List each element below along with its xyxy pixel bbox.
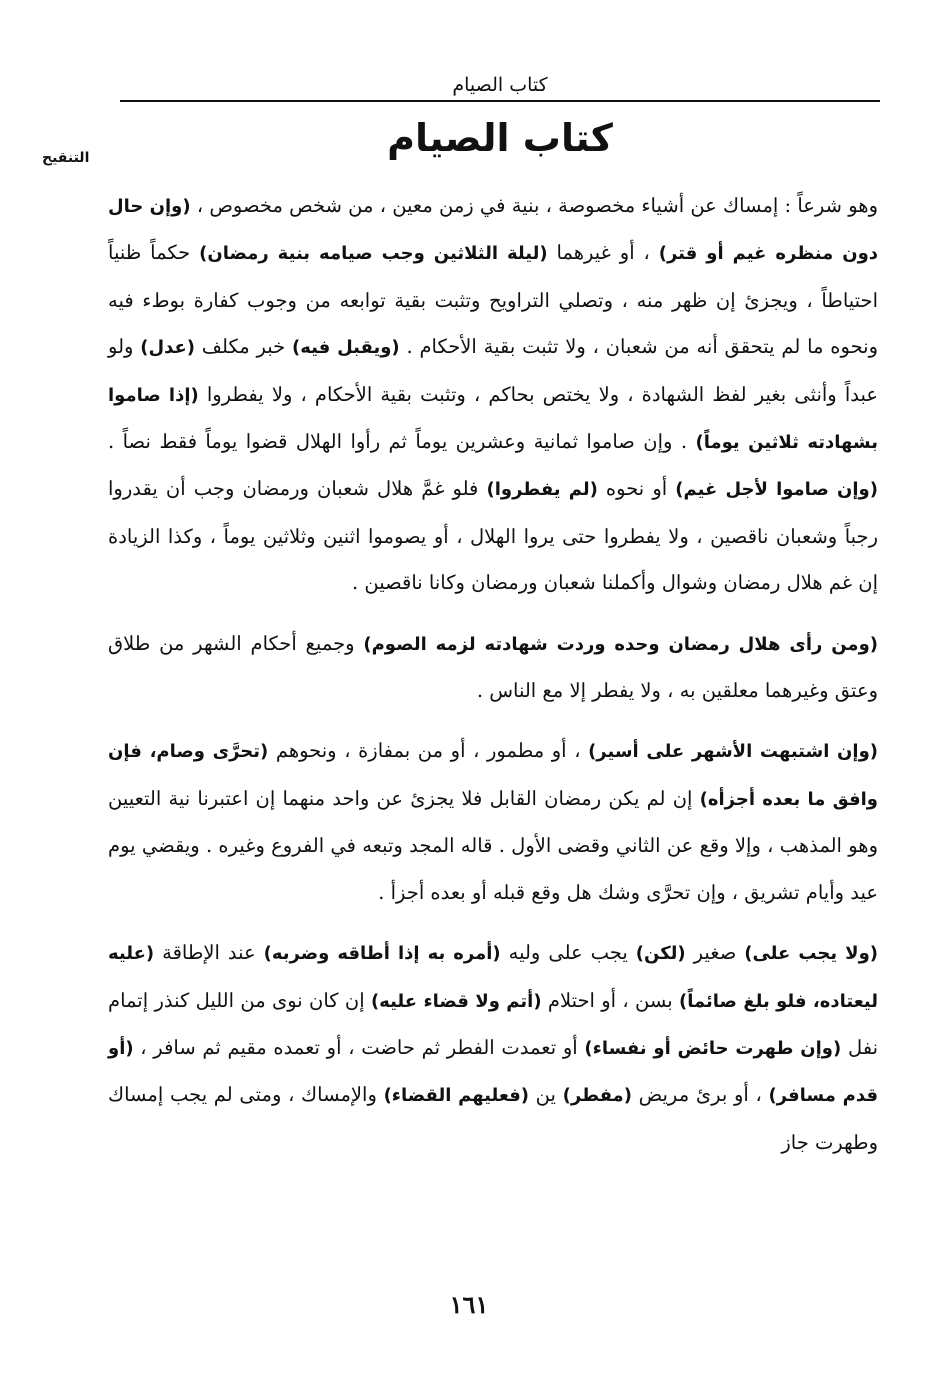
commentary-text: يجب على وليه [500, 941, 636, 965]
commentary-text: . وإن صاموا ثمانية وعشرين يوماً ثم رأوا الهلال قضوا يوماً فقط نصاً . [108, 430, 696, 454]
matn-quote: (لكن) [635, 943, 686, 965]
matn-quote: (مفطر) [562, 1085, 632, 1107]
matn-quote: (تحرَّى وصام، فإن وافق ما بعده أجزأه) [108, 741, 878, 810]
commentary-text: فلو غمَّ هلال شعبان ورمضان وجب أن يقدروا رجباً وشعبان ناقصين ، ولا يفطروا حتى يروا الهلال ، أو يصوموا اثنين وثلاثين يوماً ، وكذا الزيادة إن غم هلال رمضان وشوال وأكملنا شعبان ورمضان وكانا ناقصين . [108, 477, 878, 595]
commentary-text: بسن ، أو احتلام [541, 988, 679, 1012]
matn-quote: (عليه ليعتاده، فلو بلغ صائماً) [108, 943, 878, 1012]
chapter-title: كتاب الصيام [387, 116, 613, 160]
commentary-text: وهو شرعاً : إمساك عن أشياء مخصوصة ، بنية في زمن معين ، من شخص مخصوص ، [190, 194, 878, 217]
commentary-text: ، أو برئ مريض [631, 1083, 769, 1107]
body-text [108, 183, 878, 1166]
matn-quote: (وإن اشتبهت الأشهر على أسير) [588, 741, 879, 763]
paragraph-2 [108, 621, 878, 715]
page-number: ١٦١ [449, 1290, 489, 1319]
commentary-text: وجميع أحكام الشهر من طلاق وعتق وغيرهما معلقين به ، ولا يفطر إلا مع الناس . [108, 631, 878, 703]
commentary-text: والإمساك ، ومتى لم يجب إمساك وطهرت جاز [108, 1083, 878, 1154]
commentary-text: إن لم يكن رمضان القابل فلا يجزئ عن واحد منهما إن اعتبرنا نية التعيين وهو المذهب ، وإلا وقع عن الثاني وقضى الأول . قاله المجد وتبعه في الفروع وغيره . ويقضي يوم عيد وأيام تشريق ، وإن تحرَّى وشك هل وقع قبله أو بعده أجزأ . [108, 786, 878, 904]
commentary-text: ، أو مطمور ، أو من بمفازة ، ونحوهم [268, 739, 589, 763]
matn-quote: (وإن طهرت حائض أو نفساء) [584, 1037, 842, 1059]
commentary-text: أو تعمدت الفطر ثم حاضت ، أو تعمده مقيم ثم سافر ، [133, 1035, 585, 1059]
commentary-text: ، أو غيرهما [547, 241, 659, 265]
matn-quote: (عدل) [140, 337, 195, 359]
matn-quote: (إذا صاموا بشهادته ثلاثين يوماً) [108, 384, 878, 454]
matn-quote: (وإن صاموا لأجل غيم) [675, 479, 878, 501]
matn-quote: (أو قدم مسافر) [108, 1037, 879, 1107]
margin-label: التنقيح [42, 150, 90, 166]
commentary-text: صغير [685, 941, 745, 965]
matn-quote: (أمره به إذا أطاقه وضربه) [263, 943, 501, 965]
commentary-text: ين [529, 1083, 563, 1107]
matn-quote: (وإن حال دون منظره غيم أو قتر) [108, 196, 878, 265]
commentary-text: عند الإطاقة [154, 941, 264, 965]
matn-quote: (أتم ولا قضاء عليه) [370, 990, 542, 1012]
paragraph-4 [108, 930, 878, 1166]
matn-quote: (ليلة الثلاثين وجب صيامه بنية رمضان) [199, 243, 548, 265]
commentary-text: إن كان نوى من الليل كنذر إتمام نفل [108, 988, 879, 1059]
paragraph-3 [108, 728, 878, 916]
matn-quote: (لم يفطروا) [486, 479, 598, 501]
matn-quote: (ويقبل فيه) [291, 337, 400, 359]
commentary-text: ولو عبداً وأنثى بغير لفظ الشهادة ، ولا يختص بحاكم ، وتثبت بقية الأحكام ، ولا يفطروا [108, 335, 878, 406]
commentary-text: أو نحوه [597, 477, 676, 501]
matn-quote: (ومن رأى هلال رمضان وحده وردت شهادته لزمه الصوم) [363, 633, 878, 655]
commentary-text: حكماً ظنياً احتياطاً ، ويجزئ إن ظهر منه ، وتصلي التراويح وتثبت بقية توابعه من وجوب كفارة بوطء فيه ونحوه ما لم يتحقق أنه من شعبان ، ولا تثبت بقية الأحكام . [108, 241, 878, 359]
matn-quote: (فعليهم القضاء) [383, 1085, 529, 1107]
running-header: كتاب الصيام [120, 70, 880, 102]
matn-quote: (ولا يجب على) [744, 943, 879, 965]
commentary-text: خبر مكلف [195, 335, 292, 359]
paragraph-1 [108, 183, 878, 607]
